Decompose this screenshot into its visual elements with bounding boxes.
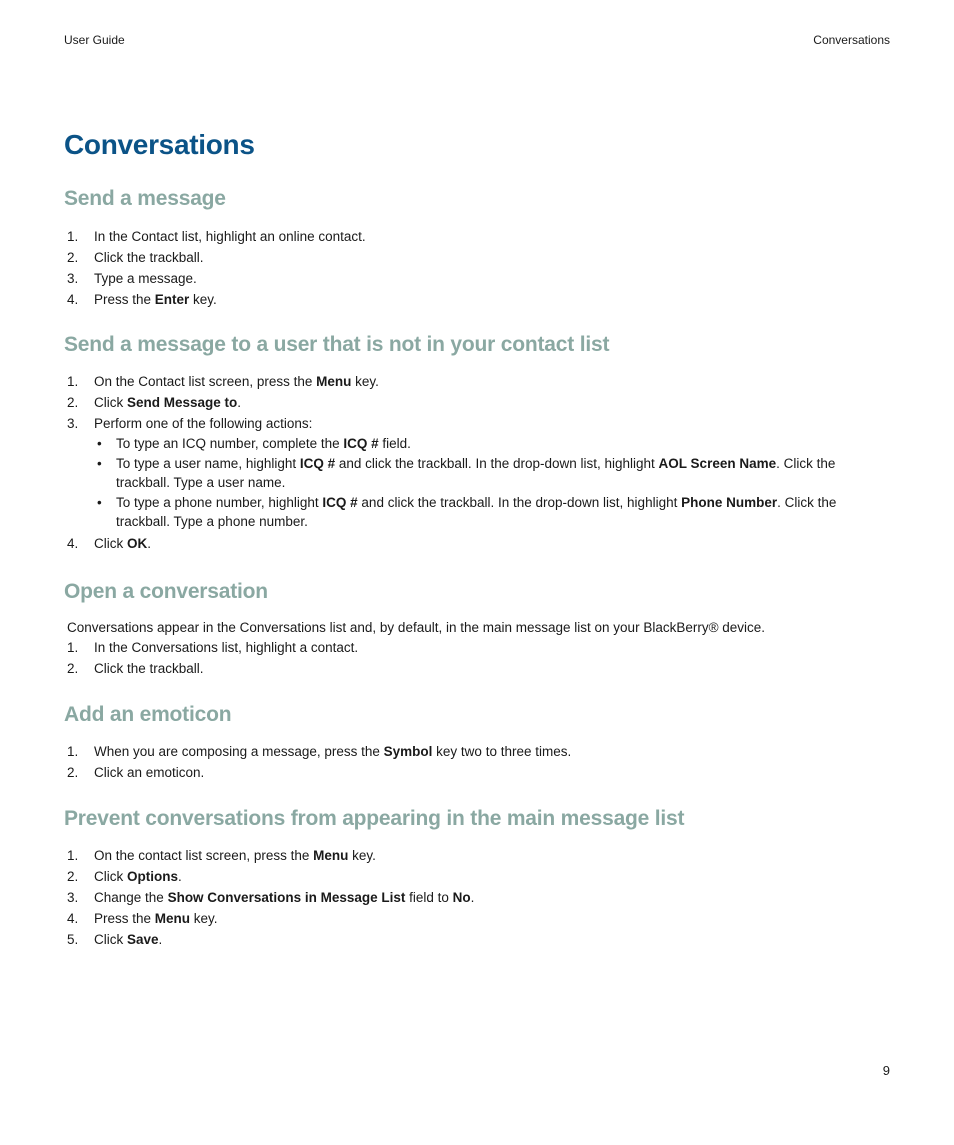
list-item: 4. Click OK. xyxy=(67,536,152,551)
section-intro-open-conversation: Conversations appear in the Conversations list and, by default, in the main message list on your BlackBerry® device. xyxy=(67,620,766,635)
steps-prevent-conversations xyxy=(64,846,890,951)
section-heading-prevent-conversations: Prevent conversations from appearing in the main message list xyxy=(64,807,685,830)
action-item: • To type a user name, highlight ICQ # and click the trackball. In the drop-down list, highlight AOL Screen Name. Click the trackball. Type a user name. xyxy=(97,456,836,490)
running-header xyxy=(64,33,890,49)
list-item: 2. Click the trackball. xyxy=(67,250,204,265)
list-item: 1. In the Conversations list, highlight a contact. xyxy=(67,640,359,655)
list-item: 4. Press the Enter key. xyxy=(67,292,217,307)
list-item: 2. Click Options. xyxy=(67,869,182,884)
action-list xyxy=(94,434,890,531)
steps-open-conversation xyxy=(64,638,890,680)
header-chapter-title: Conversations xyxy=(813,33,890,47)
steps-send-message xyxy=(64,227,890,311)
section-heading-open-conversation: Open a conversation xyxy=(64,580,268,603)
list-item: 3. Perform one of the following actions: • To type an ICQ number, complete the ICQ # field. • To type a user name, highlight ICQ # and click the trackball. In the drop-down list, highlight AOL Screen Name. Click the trackball. Type a user name. • To type a phone number, highlight ICQ # and click the trackball. In the drop-down list, highlight Phone Number. Click the trackball. Type a phone number. xyxy=(64,414,890,531)
section-heading-send-non-contact: Send a message to a user that is not in your contact list xyxy=(64,333,610,356)
page-number: 9 xyxy=(882,1063,890,1078)
list-item: 1. On the contact list screen, press the Menu key. xyxy=(67,848,376,863)
page-title: Conversations xyxy=(64,129,255,160)
list-item: 2. Click an emoticon. xyxy=(67,765,205,780)
action-item: • To type a phone number, highlight ICQ # and click the trackball. In the drop-down list, highlight Phone Number. Click the trackball. Type a phone number. xyxy=(97,495,837,529)
header-doc-title: User Guide xyxy=(64,33,125,47)
section-heading-add-emoticon: Add an emoticon xyxy=(64,703,232,726)
list-item: 4. Press the Menu key. xyxy=(67,911,218,926)
list-item: 1. When you are composing a message, press the Symbol key two to three times. xyxy=(67,744,572,759)
list-item: 2. Click Send Message to. xyxy=(67,395,242,410)
steps-send-non-contact xyxy=(64,372,890,555)
list-item: 5. Click Save. xyxy=(67,932,163,947)
list-item: 1. In the Contact list, highlight an online contact. xyxy=(67,229,366,244)
list-item: 3. Type a message. xyxy=(67,271,197,286)
steps-add-emoticon xyxy=(64,742,890,784)
action-item: • To type an ICQ number, complete the ICQ # field. xyxy=(97,436,411,451)
section-heading-send-message: Send a message xyxy=(64,187,226,210)
list-item: 2. Click the trackball. xyxy=(67,661,204,676)
list-item: 1. On the Contact list screen, press the Menu key. xyxy=(67,374,379,389)
list-item: 3. Change the Show Conversations in Message List field to No. xyxy=(67,890,475,905)
